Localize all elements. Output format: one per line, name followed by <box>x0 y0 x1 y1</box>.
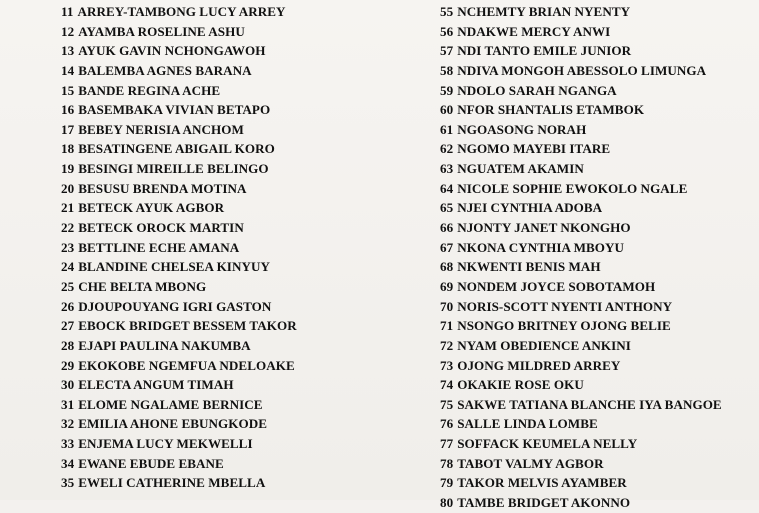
list-item <box>440 375 722 395</box>
entry-number: 19 <box>61 161 75 177</box>
list-item <box>440 257 722 277</box>
entry-number: 30 <box>61 377 75 393</box>
list-item <box>61 120 297 140</box>
entry-name: AYUK GAVIN NCHONGAWOH <box>78 43 266 59</box>
entry-number: 73 <box>440 357 454 373</box>
entry-number: 69 <box>440 278 454 294</box>
entry-name: BESINGI MIREILLE BELINGO <box>78 161 269 177</box>
list-item <box>440 81 722 101</box>
entry-number: 76 <box>440 416 454 432</box>
list-item <box>61 139 297 159</box>
list-item <box>440 336 722 356</box>
entry-name: EBOCK BRIDGET BESSEM TAKOR <box>78 318 297 334</box>
entry-number: 20 <box>61 180 75 196</box>
entry-number: 65 <box>440 200 454 216</box>
entry-number: 24 <box>61 259 75 275</box>
entry-name: NONDEM JOYCE SOBOTAMOH <box>457 278 656 294</box>
entry-number: 14 <box>61 62 75 78</box>
entry-number: 78 <box>440 455 454 471</box>
entry-number: 67 <box>440 239 454 255</box>
entry-number: 12 <box>61 23 75 39</box>
entry-number: 60 <box>440 102 454 118</box>
entry-number: 32 <box>61 416 75 432</box>
entry-name: NYAM OBEDIENCE ANKINI <box>457 337 631 353</box>
entry-number: 17 <box>61 121 75 137</box>
list-item <box>440 454 722 474</box>
entry-name: DJOUPOUYANG IGRI GASTON <box>78 298 272 314</box>
list-item <box>61 395 297 415</box>
list-item <box>61 179 297 199</box>
entry-name: NJONTY JANET NKONGHO <box>457 220 631 236</box>
right-name-column <box>440 2 722 513</box>
entry-name: NICOLE SOPHIE EWOKOLO NGALE <box>457 180 688 196</box>
entry-number: 64 <box>440 180 454 196</box>
list-item <box>61 257 297 277</box>
entry-number: 70 <box>440 298 454 314</box>
entry-number: 22 <box>61 220 75 236</box>
entry-name: BEBEY NERISIA ANCHOM <box>78 121 244 137</box>
list-item <box>61 277 297 297</box>
entry-number: 23 <box>61 239 75 255</box>
entry-name: ARREY-TAMBONG LUCY ARREY <box>77 4 286 19</box>
entry-number: 56 <box>440 23 454 39</box>
entry-number: 74 <box>440 377 454 393</box>
list-item <box>61 297 297 317</box>
list-item <box>61 218 297 238</box>
entry-number: 13 <box>61 43 75 59</box>
entry-name: NORIS-SCOTT NYENTI ANTHONY <box>457 298 673 314</box>
entry-number: 80 <box>440 495 454 511</box>
entry-name: BLANDINE CHELSEA KINYUY <box>78 259 270 275</box>
list-item <box>440 434 722 454</box>
entry-number: 34 <box>61 455 75 471</box>
list-item <box>61 454 297 474</box>
entry-name: BALEMBA AGNES BARANA <box>78 62 252 78</box>
entry-number: 68 <box>440 259 454 275</box>
entry-name: BESATINGENE ABIGAIL KORO <box>78 141 275 157</box>
entry-name: OKAKIE ROSE OKU <box>457 377 584 393</box>
entry-name: NGOMO MAYEBI ITARE <box>457 141 611 157</box>
entry-number: 25 <box>61 278 75 294</box>
list-item <box>440 22 722 42</box>
entry-name: SAKWE TATIANA BLANCHE IYA BANGOE <box>457 396 722 412</box>
entry-name: NDAKWE MERCY ANWI <box>457 23 611 39</box>
entry-number: 33 <box>61 436 75 452</box>
entry-name: EWELI CATHERINE MBELLA <box>78 475 266 491</box>
list-item <box>440 297 722 317</box>
entry-name: EMILIA AHONE EBUNGKODE <box>78 416 268 432</box>
entry-number: 58 <box>440 62 454 78</box>
entry-name: BETECK OROCK MARTIN <box>78 220 244 236</box>
entry-name: CHE BELTA MBONG <box>78 278 207 294</box>
entry-name: EWANE EBUDE EBANE <box>78 455 224 471</box>
entry-number: 63 <box>440 161 454 177</box>
list-item <box>61 375 297 395</box>
entry-name: EKOKOBE NGEMFUA NDELOAKE <box>78 357 295 373</box>
entry-name: NKWENTI BENIS MAH <box>457 259 601 275</box>
entry-number: 59 <box>440 82 454 98</box>
entry-number: 27 <box>61 318 75 334</box>
entry-name: OJONG MILDRED ARREY <box>457 357 621 373</box>
entry-number: 66 <box>440 220 454 236</box>
list-item <box>440 159 722 179</box>
list-item <box>61 434 297 454</box>
left-name-column <box>61 2 297 493</box>
list-item <box>61 41 297 61</box>
entry-name: BESUSU BRENDA MOTINA <box>78 180 247 196</box>
list-item <box>440 61 722 81</box>
entry-number: 72 <box>440 337 454 353</box>
list-item <box>61 356 297 376</box>
entry-name: AYAMBA ROSELINE ASHU <box>78 23 245 39</box>
list-item <box>440 493 722 513</box>
entry-number: 71 <box>440 318 454 334</box>
entry-number: 61 <box>440 121 454 137</box>
entry-number: 26 <box>61 298 75 314</box>
entry-name: EJAPI PAULINA NAKUMBA <box>78 337 251 353</box>
entry-name: NDOLO SARAH NGANGA <box>457 82 617 98</box>
list-item <box>440 120 722 140</box>
entry-name: NDI TANTO EMILE JUNIOR <box>457 43 632 59</box>
entry-number: 29 <box>61 357 75 373</box>
list-item <box>61 61 297 81</box>
entry-name: BANDE REGINA ACHE <box>78 82 221 98</box>
list-item <box>440 473 722 493</box>
list-item <box>440 218 722 238</box>
entry-name: BETTLINE ECHE AMANA <box>78 239 240 255</box>
list-item <box>61 473 297 493</box>
entry-name: NGOASONG NORAH <box>457 121 587 137</box>
entry-name: SOFFACK KEUMELA NELLY <box>457 436 638 452</box>
entry-name: NGUATEM AKAMIN <box>457 161 584 177</box>
list-item <box>61 336 297 356</box>
list-item <box>440 414 722 434</box>
entry-number: 62 <box>440 141 454 157</box>
list-item <box>61 159 297 179</box>
entry-name: NSONGO BRITNEY OJONG BELIE <box>457 318 671 334</box>
entry-name: NDIVA MONGOH ABESSOLO LIMUNGA <box>457 62 707 78</box>
entry-number: 15 <box>61 82 75 98</box>
entry-name: ELECTA ANGUM TIMAH <box>78 377 234 393</box>
list-item <box>61 414 297 434</box>
list-item <box>61 22 297 42</box>
entry-name: SALLE LINDA LOMBE <box>457 416 598 432</box>
list-item <box>440 198 722 218</box>
entry-number: 57 <box>440 43 454 59</box>
entry-number: 75 <box>440 396 454 412</box>
entry-name: TAKOR MELVIS AYAMBER <box>457 475 627 491</box>
entry-name: ELOME NGALAME BERNICE <box>78 396 263 412</box>
list-item <box>61 2 297 22</box>
entry-number: 28 <box>61 337 75 353</box>
list-item <box>440 395 722 415</box>
list-item <box>440 139 722 159</box>
entry-number: 35 <box>61 475 75 491</box>
list-item <box>61 316 297 336</box>
entry-name: NJEI CYNTHIA ADOBA <box>457 200 603 216</box>
entry-name: ENJEMA LUCY MEKWELLI <box>78 436 253 452</box>
entry-name: NFOR SHANTALIS ETAMBOK <box>457 102 645 118</box>
entry-name: BASEMBAKA VIVIAN BETAPO <box>78 102 271 118</box>
list-item <box>440 316 722 336</box>
entry-number: 21 <box>61 200 75 216</box>
list-item <box>440 277 722 297</box>
list-item <box>61 238 297 258</box>
list-item <box>61 198 297 218</box>
entry-name: NKONA CYNTHIA MBOYU <box>457 239 625 255</box>
entry-name: BETECK AYUK AGBOR <box>78 200 225 216</box>
list-item <box>440 2 722 22</box>
entry-name: TABOT VALMY AGBOR <box>457 455 604 471</box>
list-item <box>440 356 722 376</box>
entry-name: NCHEMTY BRIAN NYENTY <box>457 4 631 19</box>
list-item <box>440 179 722 199</box>
list-item <box>440 100 722 120</box>
list-item <box>61 81 297 101</box>
list-item <box>440 41 722 61</box>
entry-number: 16 <box>61 102 75 118</box>
list-item <box>440 238 722 258</box>
entry-number: 18 <box>61 141 75 157</box>
entry-number: 77 <box>440 436 454 452</box>
list-item <box>61 100 297 120</box>
entry-name: TAMBE BRIDGET AKONNO <box>457 495 631 511</box>
entry-number: 55 <box>440 4 454 19</box>
entry-number: 79 <box>440 475 454 491</box>
entry-number: 11 <box>61 4 74 19</box>
entry-number: 31 <box>61 396 75 412</box>
